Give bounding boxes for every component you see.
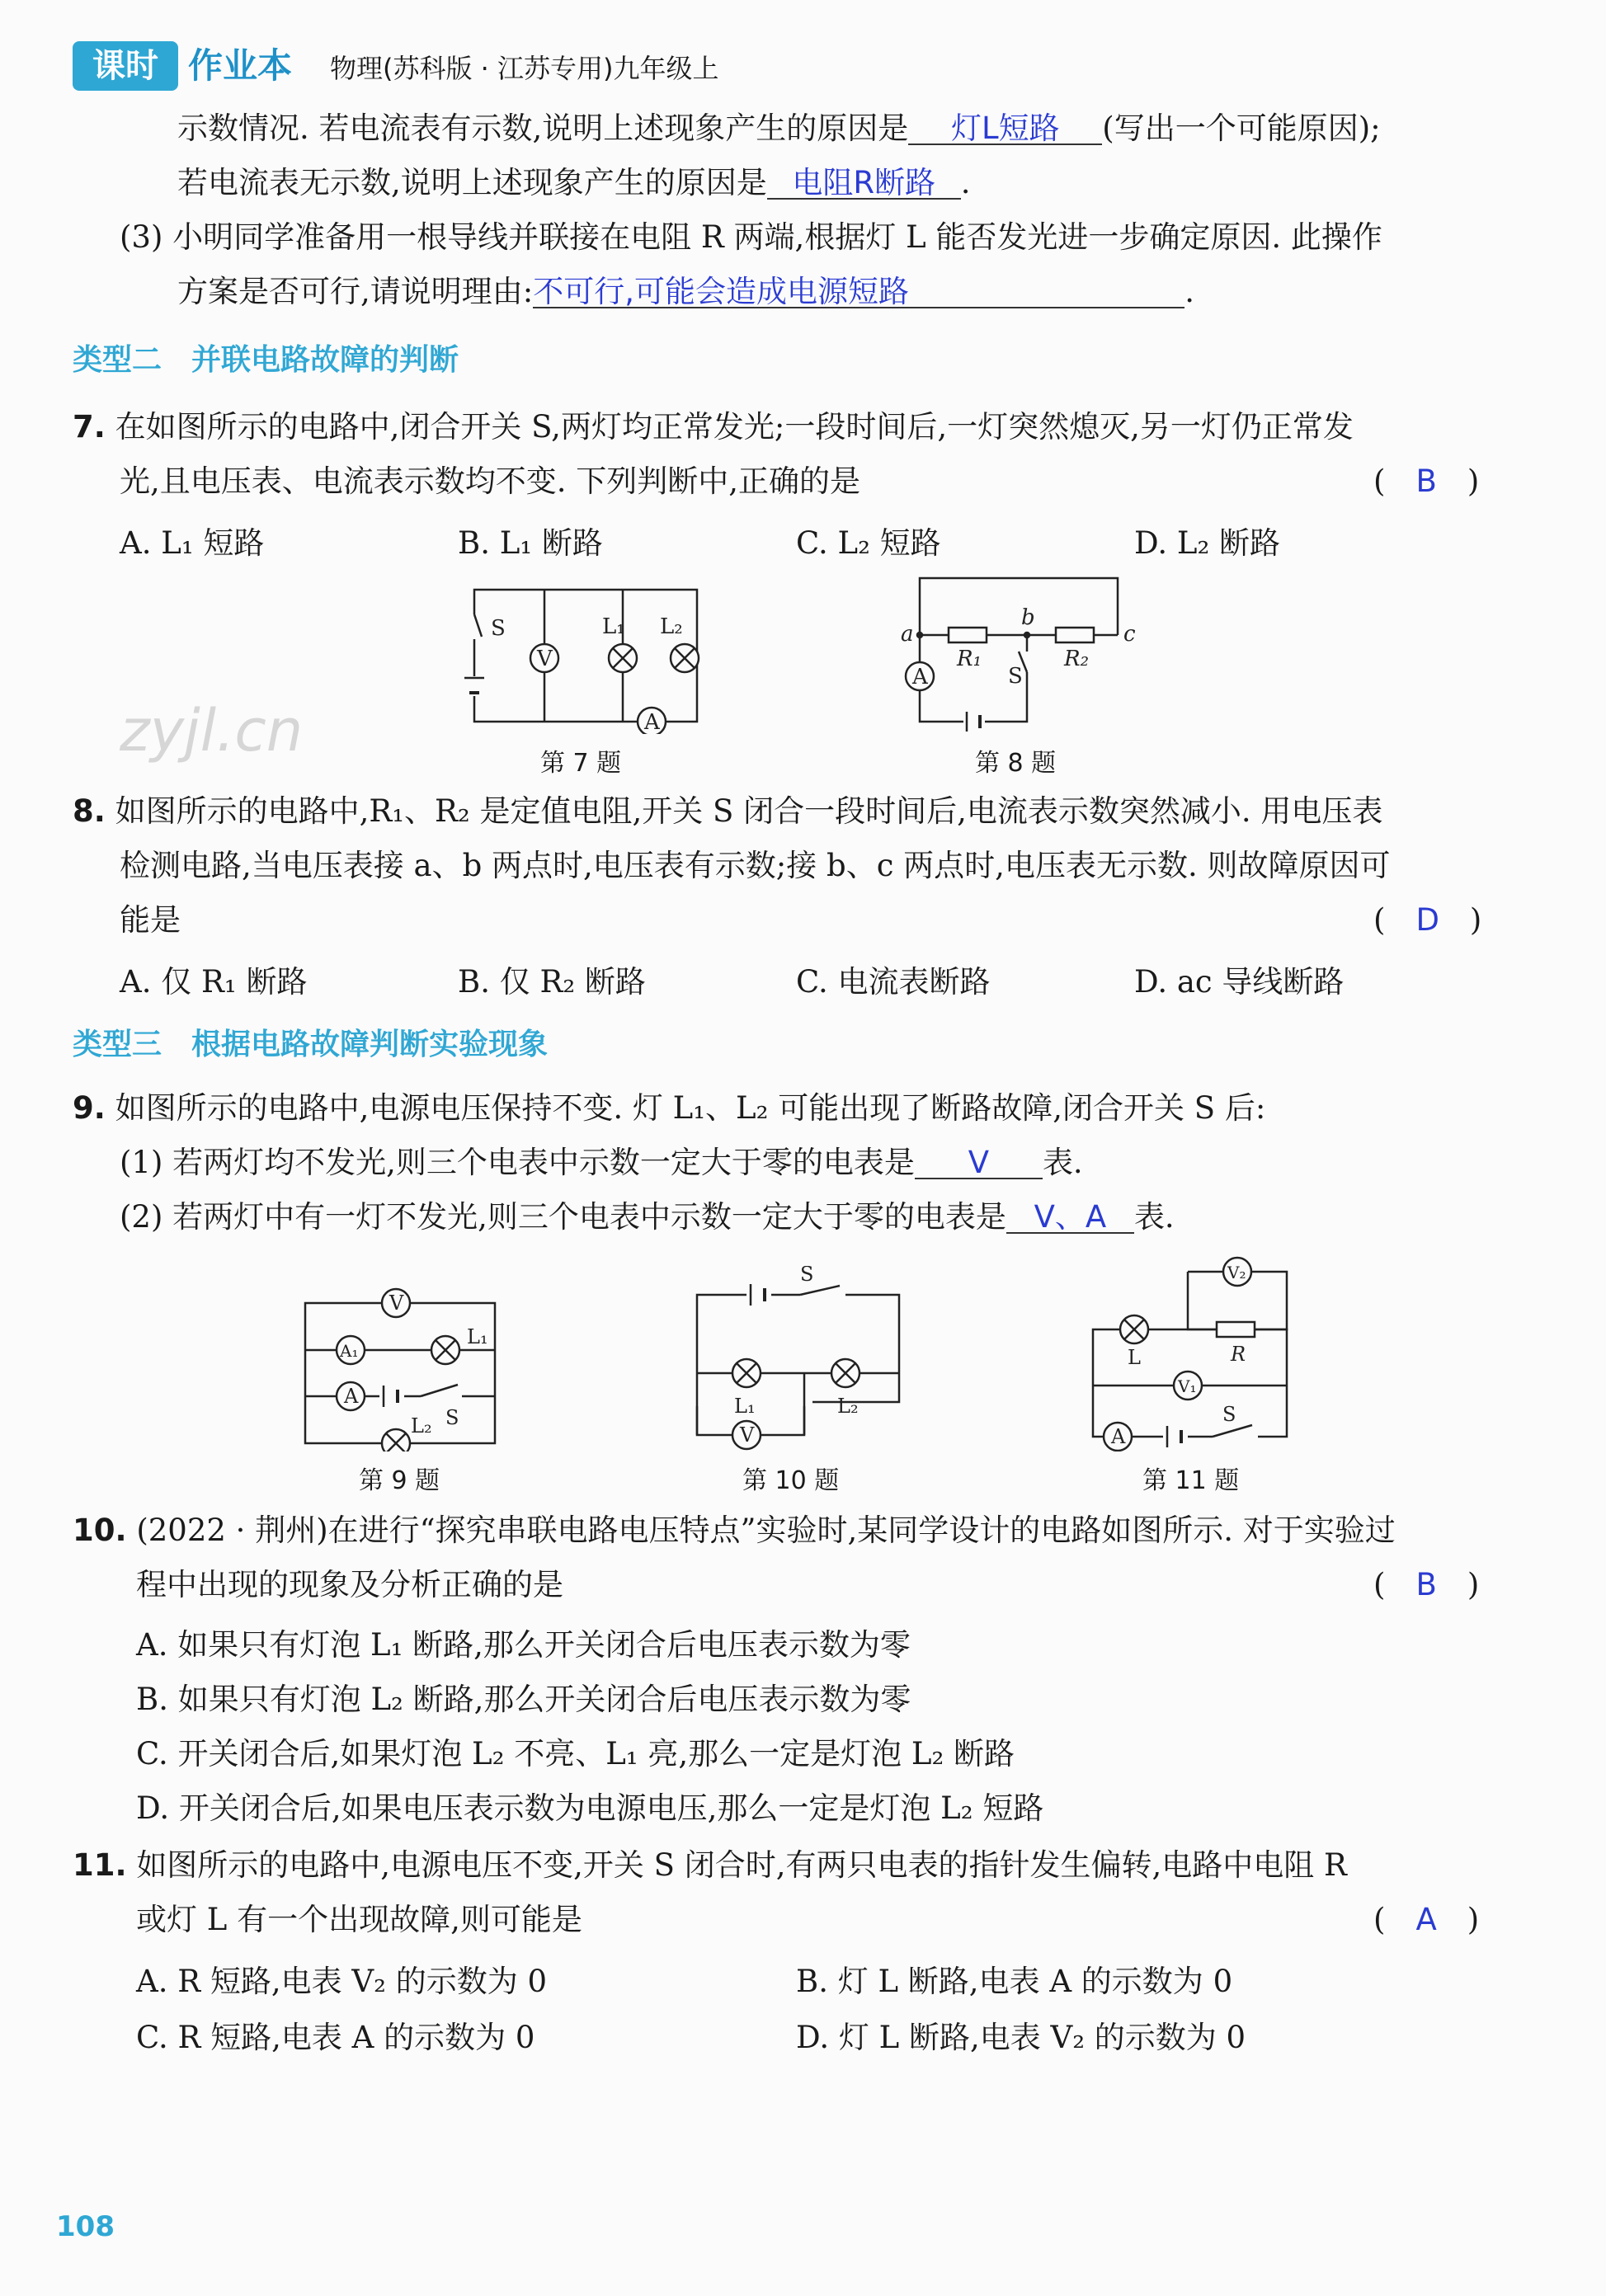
page-number: 108 — [56, 2210, 115, 2243]
fig8-top-wire — [920, 578, 1118, 635]
watermark: zyjl.cn — [120, 697, 304, 765]
q11-line1: 如图所示的电路中,电源电压不变,开关 S 闭合时,有两只电表的指针发生偏转,电路中电阻 R — [136, 1847, 1347, 1883]
q8-number: 8. — [73, 793, 106, 829]
q6-answer2: 电阻R断路 — [792, 165, 936, 200]
q6-answer1: 灯L短路 — [950, 111, 1060, 146]
q9-part2-text: (2) 若两灯中有一灯不发光,则三个电表中示数一定大于零的电表是 — [120, 1199, 1006, 1235]
q8-line2: 检测电路,当电压表接 a、b 两点时,电压表有示数;接 b、c 两点时,电压表无示数. 则故障原因可 — [120, 848, 1391, 883]
book-title: 作业本 — [188, 45, 293, 86]
figure-8-caption: 第 8 题 — [975, 749, 1057, 778]
q8-option-c[interactable]: C. 电流表断路 — [796, 964, 991, 1000]
fig10-label-s: S — [800, 1266, 814, 1286]
fig9-label-l1: L₁ — [467, 1325, 488, 1348]
figure-7-caption: 第 7 题 — [540, 749, 622, 778]
fig7-label-v: V — [537, 647, 553, 671]
q8-option-a[interactable]: A. 仅 R₁ 断路 — [120, 964, 308, 1000]
q6-line1-text: 示数情况. 若电流表有示数,说明上述现象产生的原因是 — [177, 111, 909, 146]
fig8-label-r1: R₁ — [957, 647, 982, 671]
fig11-label-r: R — [1231, 1343, 1246, 1366]
fig7-label-s: S — [491, 616, 506, 641]
q8-answer: D — [1415, 902, 1439, 938]
q9-answer2: V、A — [1034, 1199, 1107, 1235]
q10-line2: 程中出现的现象及分析正确的是 — [136, 1567, 563, 1602]
q7-answer: B — [1415, 463, 1437, 499]
q7-option-b[interactable]: B. L₁ 断路 — [458, 525, 603, 561]
fig10-label-v: V — [740, 1423, 755, 1447]
q6-answer3: 不可行,可能会造成电源短路 — [533, 274, 909, 309]
q9-number: 9. — [73, 1090, 106, 1126]
fig8-resistor-r2 — [1056, 628, 1094, 642]
fig11-label-a: A — [1111, 1425, 1126, 1448]
fig8-label-r2: R₂ — [1064, 647, 1089, 671]
q10-option-a[interactable]: A. 如果只有灯泡 L₁ 断路,那么开关闭合后电压表示数为零 — [136, 1627, 911, 1663]
fig7-label-l1: L₁ — [602, 614, 625, 639]
fig10-label-l2: L₂ — [837, 1395, 859, 1418]
fig9-lamp-l2 — [382, 1429, 410, 1451]
fig9-label-a1: A₁ — [340, 1341, 359, 1361]
fig7-label-a: A — [644, 710, 660, 734]
q9-part1-post: 表. — [1042, 1145, 1083, 1180]
q7-answer-bracket[interactable]: ( B ) — [1373, 463, 1480, 499]
q10-answer-bracket[interactable]: ( B ) — [1373, 1567, 1480, 1602]
q9-part2-post: 表. — [1133, 1199, 1175, 1235]
fig9-label-l2: L₂ — [411, 1414, 432, 1437]
q11-number: 11. — [73, 1847, 127, 1883]
q7-number: 7. — [73, 409, 106, 445]
q7-option-c[interactable]: C. L₂ 短路 — [796, 525, 941, 561]
fig8-label-c: c — [1123, 622, 1136, 647]
q11-answer: A — [1415, 1902, 1437, 1937]
figure-11-circuit — [1081, 1254, 1303, 1451]
q9-blank2[interactable] — [1006, 1196, 1134, 1234]
q6-part3-post: . — [1184, 274, 1194, 309]
q10-number: 10. — [73, 1513, 127, 1548]
fig9-label-s: S — [445, 1406, 459, 1429]
q9-line1: 如图所示的电路中,电源电压保持不变. 灯 L₁、L₂ 可能出现了断路故障,闭合开关 S 后: — [115, 1090, 1266, 1126]
figure-11-caption: 第 11 题 — [1142, 1466, 1240, 1495]
fig11-label-s: S — [1222, 1403, 1236, 1426]
q10-option-c[interactable]: C. 开关闭合后,如果灯泡 L₂ 不亮、L₁ 亮,那么一定是灯泡 L₂ 断路 — [136, 1736, 1015, 1771]
q7-line1: 在如图所示的电路中,闭合开关 S,两灯均正常发光;一段时间后,一灯突然熄灭,另一灯仍正常发 — [115, 409, 1354, 445]
figure-10-circuit — [685, 1266, 907, 1451]
figure-10-caption: 第 10 题 — [742, 1466, 840, 1495]
figure-9-circuit — [297, 1274, 503, 1451]
fig7-label-l2: L₂ — [660, 614, 683, 639]
fig11-label-v2: V₂ — [1227, 1263, 1246, 1282]
figure-7-circuit — [462, 577, 709, 734]
section-heading-2: 类型二 并联电路故障的判断 — [73, 343, 459, 377]
q11-line2: 或灯 L 有一个出现故障,则可能是 — [136, 1902, 582, 1937]
fig8-label-a: a — [901, 622, 914, 647]
section-heading-3: 类型三 根据电路故障判断实验现象 — [73, 1028, 549, 1061]
fig8-point-a — [917, 633, 922, 638]
q9-answer1: V — [968, 1145, 990, 1180]
q11-option-b[interactable]: B. 灯 L 断路,电表 A 的示数为 0 — [796, 1964, 1233, 1999]
q6-line2-post: . — [960, 165, 971, 200]
fig8-label-b: b — [1021, 605, 1035, 630]
q6-line1-post: (写出一个可能原因); — [1102, 111, 1381, 146]
figure-8-circuit — [899, 573, 1147, 738]
q7-line2: 光,且电压表、电流表示数均不变. 下列判断中,正确的是 — [120, 463, 861, 499]
book-subtitle: 物理(苏科版 · 江苏专用)九年级上 — [330, 53, 719, 84]
q7-option-d[interactable]: D. L₂ 断路 — [1134, 525, 1281, 561]
q8-option-b[interactable]: B. 仅 R₂ 断路 — [458, 964, 646, 1000]
q9-part1-text: (1) 若两灯均不发光,则三个电表中示数一定大于零的电表是 — [120, 1145, 915, 1180]
q6-blank3[interactable] — [533, 271, 1184, 308]
q9-blank1[interactable] — [915, 1141, 1043, 1179]
fig7-outer-wire — [474, 590, 697, 722]
q8-line1: 如图所示的电路中,R₁、R₂ 是定值电阻,开关 S 闭合一段时间后,电流表示数突然减小. 用电压表 — [115, 793, 1383, 829]
q6-part3-line2: 方案是否可行,请说明理由: — [177, 274, 534, 309]
fig8-label-s: S — [1008, 664, 1023, 689]
fig10-label-l1: L₁ — [734, 1395, 756, 1418]
q10-answer: B — [1415, 1567, 1437, 1602]
q7-option-a[interactable]: A. L₁ 短路 — [120, 525, 265, 561]
q8-option-d[interactable]: D. ac 导线断路 — [1134, 964, 1345, 1000]
fig9-label-a: A — [344, 1385, 359, 1408]
fig11-label-v1: V₁ — [1178, 1376, 1197, 1396]
fig11-label-l: L — [1128, 1346, 1141, 1369]
fig8-resistor-r1 — [949, 628, 987, 642]
fig9-label-v: V — [389, 1292, 404, 1315]
q8-answer-bracket[interactable]: ( D ) — [1373, 902, 1482, 938]
q11-answer-bracket[interactable]: ( A ) — [1373, 1902, 1480, 1937]
q6-part3-line1: (3) 小明同学准备用一根导线并联接在电阻 R 两端,根据灯 L 能否发光进一步确定原因. 此操作 — [120, 219, 1382, 255]
q6-blank2[interactable] — [767, 162, 961, 200]
fig11-resistor-r — [1217, 1322, 1255, 1337]
q10-option-d[interactable]: D. 开关闭合后,如果电压表示数为电源电压,那么一定是灯泡 L₂ 短路 — [136, 1790, 1044, 1826]
fig8-point-b — [1024, 633, 1029, 638]
q11-option-a[interactable]: A. R 短路,电表 V₂ 的示数为 0 — [136, 1964, 547, 1999]
q6-line2-text: 若电流表无示数,说明上述现象产生的原因是 — [177, 165, 767, 200]
q10-line1: (2022 · 荆州)在进行“探究串联电路电压特点”实验时,某同学设计的电路如图所示. 对于实验过 — [136, 1513, 1396, 1548]
q11-option-d[interactable]: D. 灯 L 断路,电表 V₂ 的示数为 0 — [796, 2020, 1246, 2055]
fig8-label-amm: A — [912, 665, 928, 689]
fig9-outer-wire — [305, 1303, 495, 1443]
figure-9-caption: 第 9 题 — [359, 1466, 440, 1495]
q8-line3: 能是 — [120, 902, 181, 938]
q10-option-b[interactable]: B. 如果只有灯泡 L₂ 断路,那么开关闭合后电压表示数为零 — [136, 1682, 911, 1717]
brand-logo: 课时 — [73, 41, 178, 91]
q11-option-c[interactable]: C. R 短路,电表 A 的示数为 0 — [136, 2020, 535, 2055]
q6-blank1[interactable] — [908, 107, 1102, 145]
